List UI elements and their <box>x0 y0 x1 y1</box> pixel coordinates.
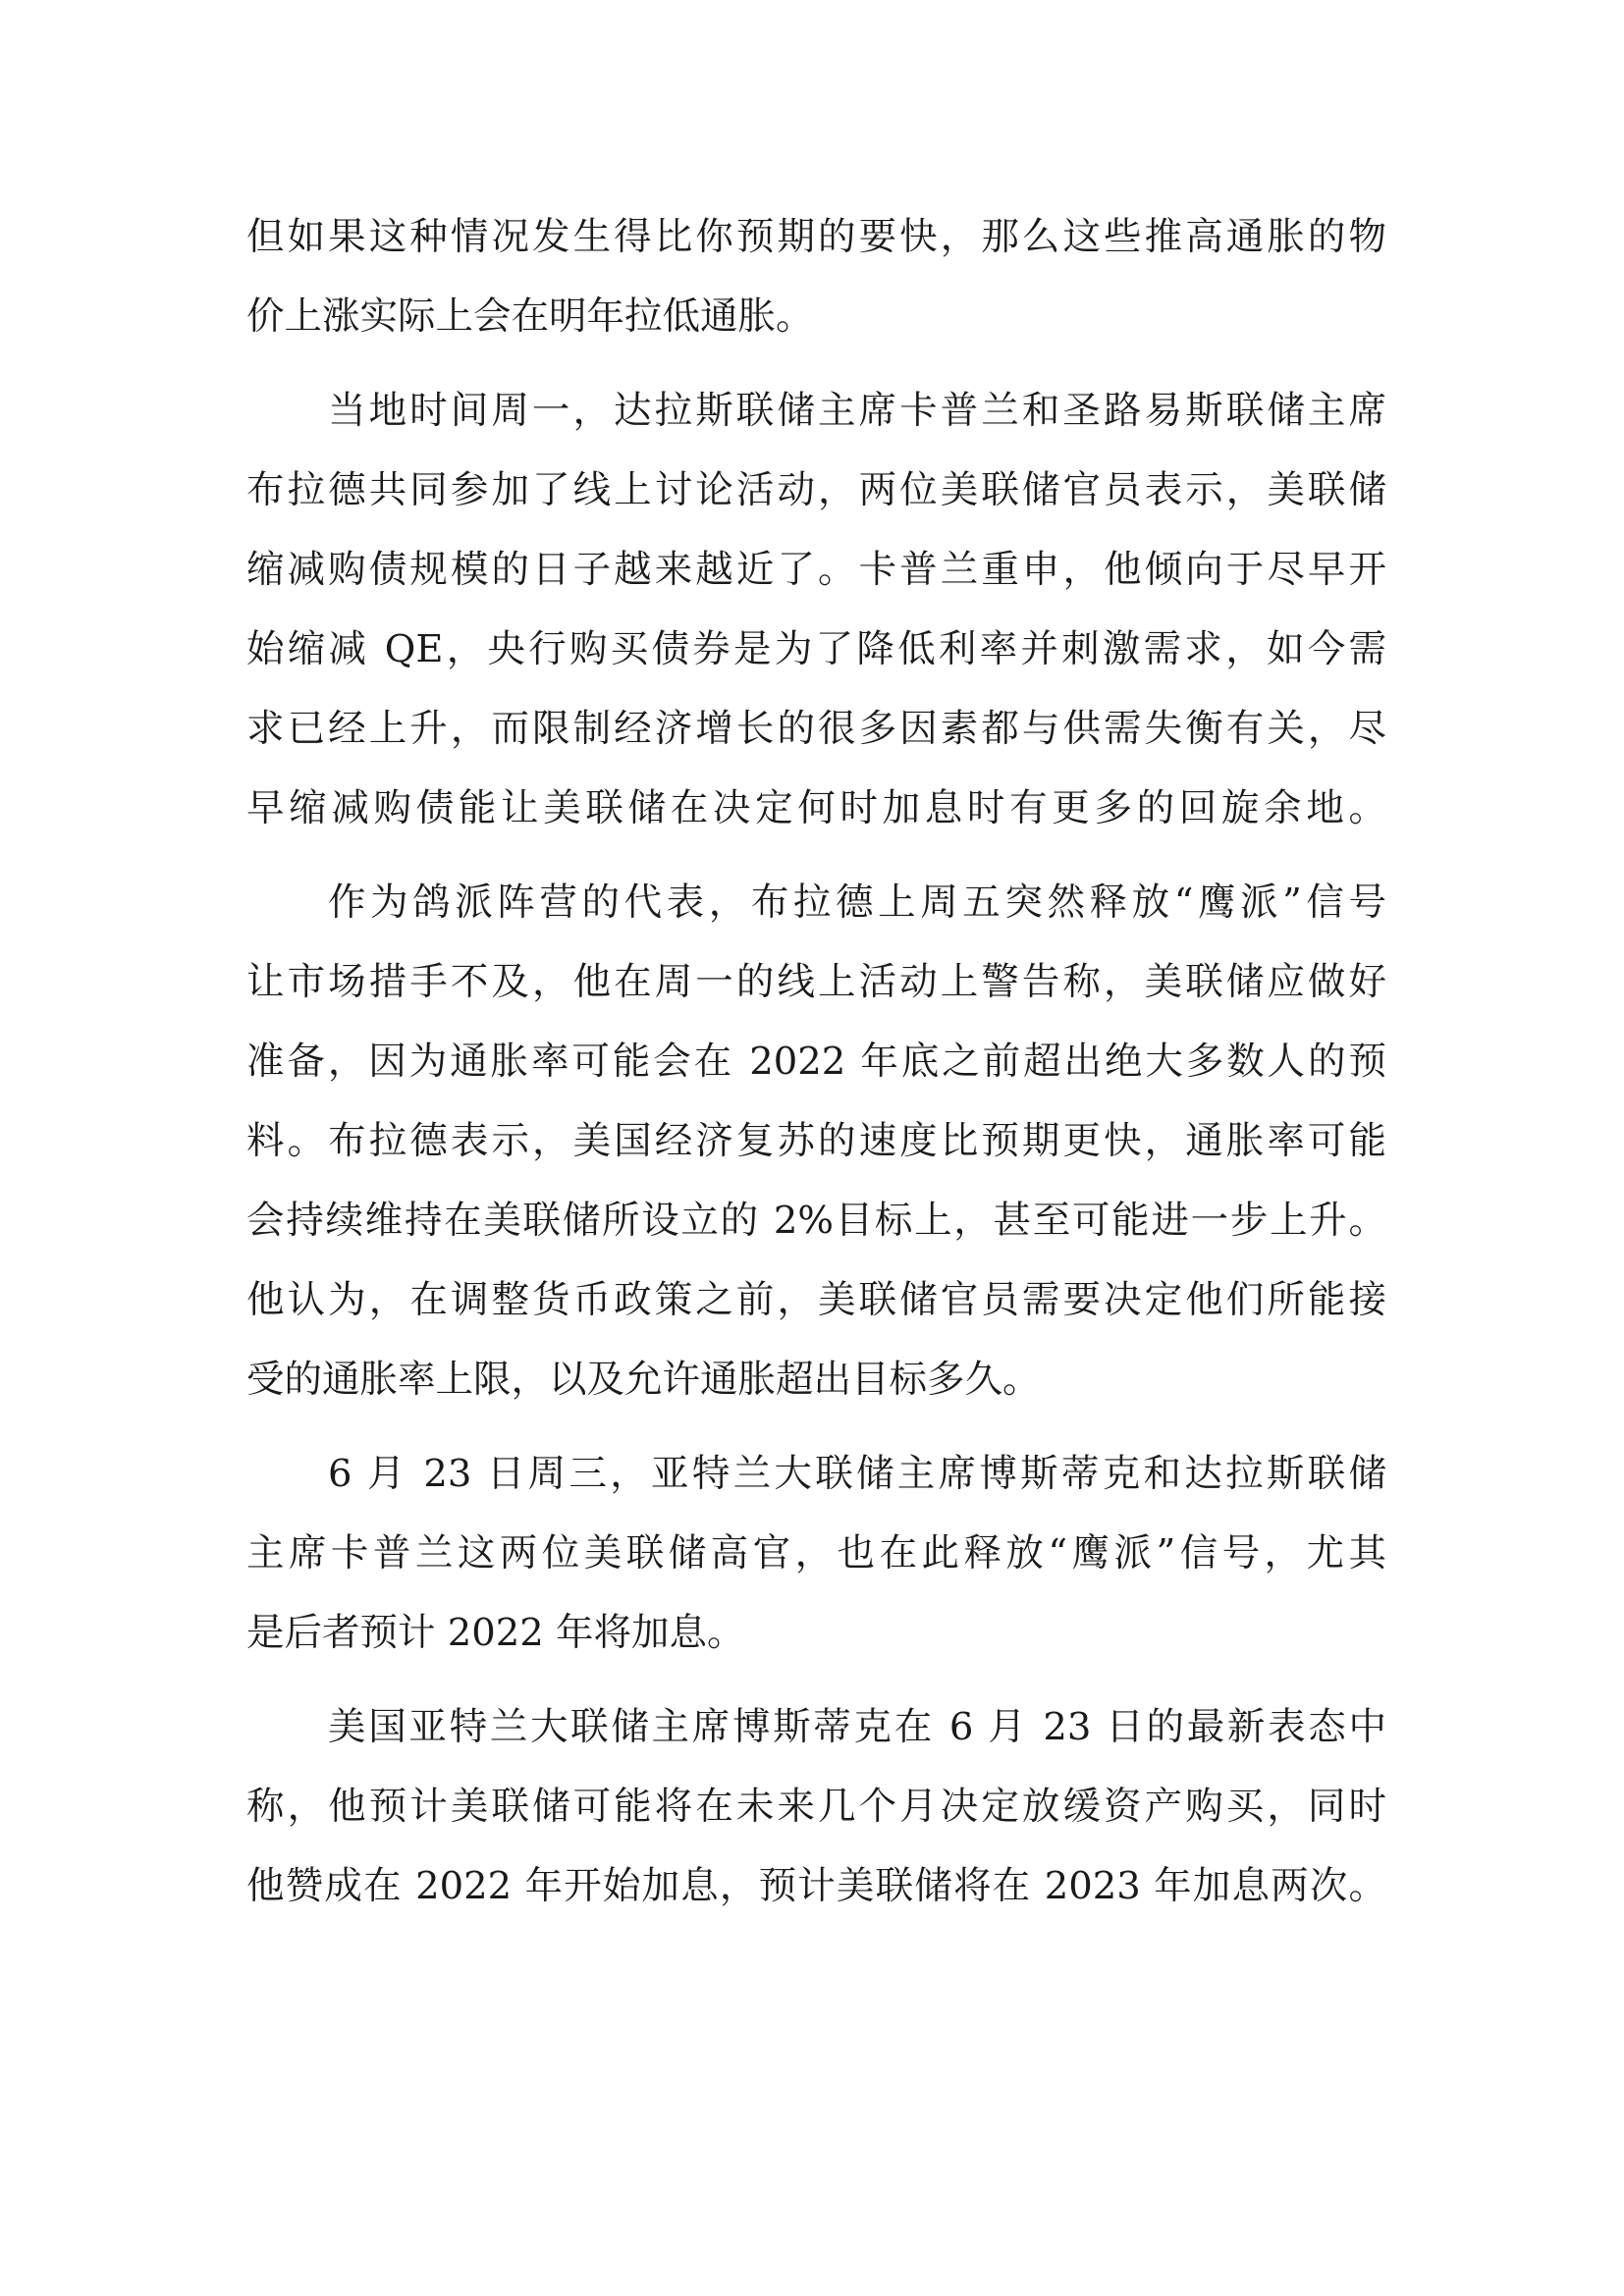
text-line: 缩减购债规模的日子越来越近了。卡普兰重申，他倾向于尽早开 <box>246 548 1386 592</box>
text-line: 他赞成在 2022 年开始加息，预计美联储将在 2023 年加息两次。 <box>246 1864 1386 1908</box>
text-line: 他认为，在调整货币政策之前，美联储官员需要决定他们所能接 <box>246 1278 1386 1322</box>
text-line: 当地时间周一，达拉斯联储主席卡普兰和圣路易斯联储主席 <box>328 389 1386 433</box>
text-line: 作为鸽派阵营的代表，布拉德上周五突然释放“鹰派”信号 <box>328 881 1386 925</box>
text-line: 求已经上升，而限制经济增长的很多因素都与供需失衡有关，尽 <box>246 707 1386 751</box>
text-line: 主席卡普兰这两位美联储高官，也在此释放“鹰派”信号，尤其 <box>246 1531 1386 1575</box>
text-line: 受的通胀率上限，以及允许通胀超出目标多久。 <box>246 1358 1041 1402</box>
text-line: 是后者预计 2022 年将加息。 <box>246 1611 745 1655</box>
text-line: 准备，因为通胀率可能会在 2022 年底之前超出绝大多数人的预 <box>246 1040 1386 1084</box>
text-line: 让市场措手不及，他在周一的线上活动上警告称，美联储应做好 <box>246 960 1386 1004</box>
text-line: 会持续维持在美联储所设立的 2%目标上，甚至可能进一步上升。 <box>246 1199 1386 1243</box>
text-line: 布拉德共同参加了线上讨论活动，两位美联储官员表示，美联储 <box>246 468 1386 512</box>
text-line: 美国亚特兰大联储主席博斯蒂克在 6 月 23 日的最新表态中 <box>328 1705 1386 1749</box>
text-line: 6 月 23 日周三，亚特兰大联储主席博斯蒂克和达拉斯联储 <box>328 1452 1386 1496</box>
text-line: 始缩减 QE，央行购买债券是为了降低利率并刺激需求，如今需 <box>246 627 1386 671</box>
text-line: 料。布拉德表示，美国经济复苏的速度比预期更快，通胀率可能 <box>246 1119 1386 1163</box>
text-line: 但如果这种情况发生得比你预期的要快，那么这些推高通胀的物 <box>246 215 1386 259</box>
text-line: 早缩减购债能让美联储在决定何时加息时有更多的回旋余地。 <box>246 786 1386 830</box>
text-line: 称，他预计美联储可能将在未来几个月决定放缓资产购买，同时 <box>246 1785 1386 1829</box>
text-line: 价上涨实际上会在明年拉低通胀。 <box>246 294 814 339</box>
